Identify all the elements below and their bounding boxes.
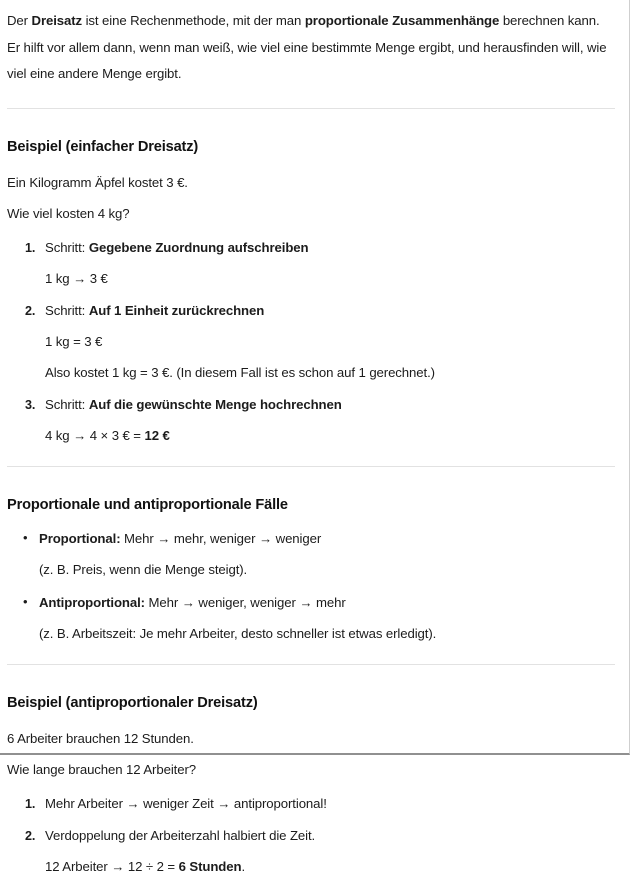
section-einfacher-dreisatz [7, 137, 615, 446]
section-divider [7, 664, 615, 665]
steps-list [7, 238, 615, 446]
step-item: Schritt: Auf die gewünschte Menge hochrechnen [45, 396, 342, 412]
step-item: Mehr Arbeiter → weniger Zeit → antiproportional! [45, 795, 327, 811]
calculation-line: 1 kg = 3 € [45, 333, 103, 349]
steps-list [7, 794, 615, 877]
bullet-item: • Proportional: Mehr → mehr, weniger → weniger [39, 529, 615, 549]
bullet-subnote: (z. B. Arbeitszeit: Je mehr Arbeiter, desto schneller ist etwas erledigt). [39, 625, 437, 641]
cases-list [7, 529, 615, 644]
section-paragraph: 6 Arbeiter brauchen 12 Stunden. [7, 730, 194, 746]
step-item: Schritt: Auf 1 Einheit zurückrechnen [45, 302, 265, 318]
calculation-line: 4 kg → 4 × 3 € = 12 € [45, 427, 170, 443]
step-item: Verdoppelung der Arbeiterzahl halbiert die Zeit. [45, 827, 316, 843]
section-paragraph: Ein Kilogramm Äpfel kostet 3 €. [7, 174, 188, 190]
section-heading: Proportionale und antiproportionale Fälle [7, 496, 288, 513]
step-item: Schritt: Gegebene Zuordnung aufschreiben [45, 239, 309, 255]
section-heading: Beispiel (antiproportionaler Dreisatz) [7, 694, 258, 711]
section-proportionale-faelle [7, 495, 615, 644]
calculation-line: 12 Arbeiter → 12 ÷ 2 = 6 Stunden. [45, 858, 246, 874]
section-divider [7, 466, 615, 467]
intro-paragraph: Der Dreisatz ist eine Rechenmethode, mit der man proportionale Zusammenhänge berechnen kann. Er hilft vor allem dann, wenn man weiß, wie viel eine bestimmte Menge ergibt, und herausfinden will, wie viel eine andere Menge ergibt. [7, 13, 607, 81]
section-paragraph: Wie viel kosten 4 kg? [7, 205, 130, 221]
section-antiproportionaler-dreisatz [7, 693, 615, 877]
section-divider [7, 108, 615, 109]
bullet-item: • Antiproportional: Mehr → weniger, weniger → mehr [39, 593, 615, 613]
bullet-subnote: (z. B. Preis, wenn die Menge steigt). [39, 561, 248, 577]
calculation-line: Also kostet 1 kg = 3 €. (In diesem Fall ist es schon auf 1 gerechnet.) [45, 364, 435, 380]
calculation-line: 1 kg → 3 € [45, 270, 108, 286]
section-paragraph: Wie lange brauchen 12 Arbeiter? [7, 761, 196, 777]
section-heading: Beispiel (einfacher Dreisatz) [7, 138, 199, 155]
